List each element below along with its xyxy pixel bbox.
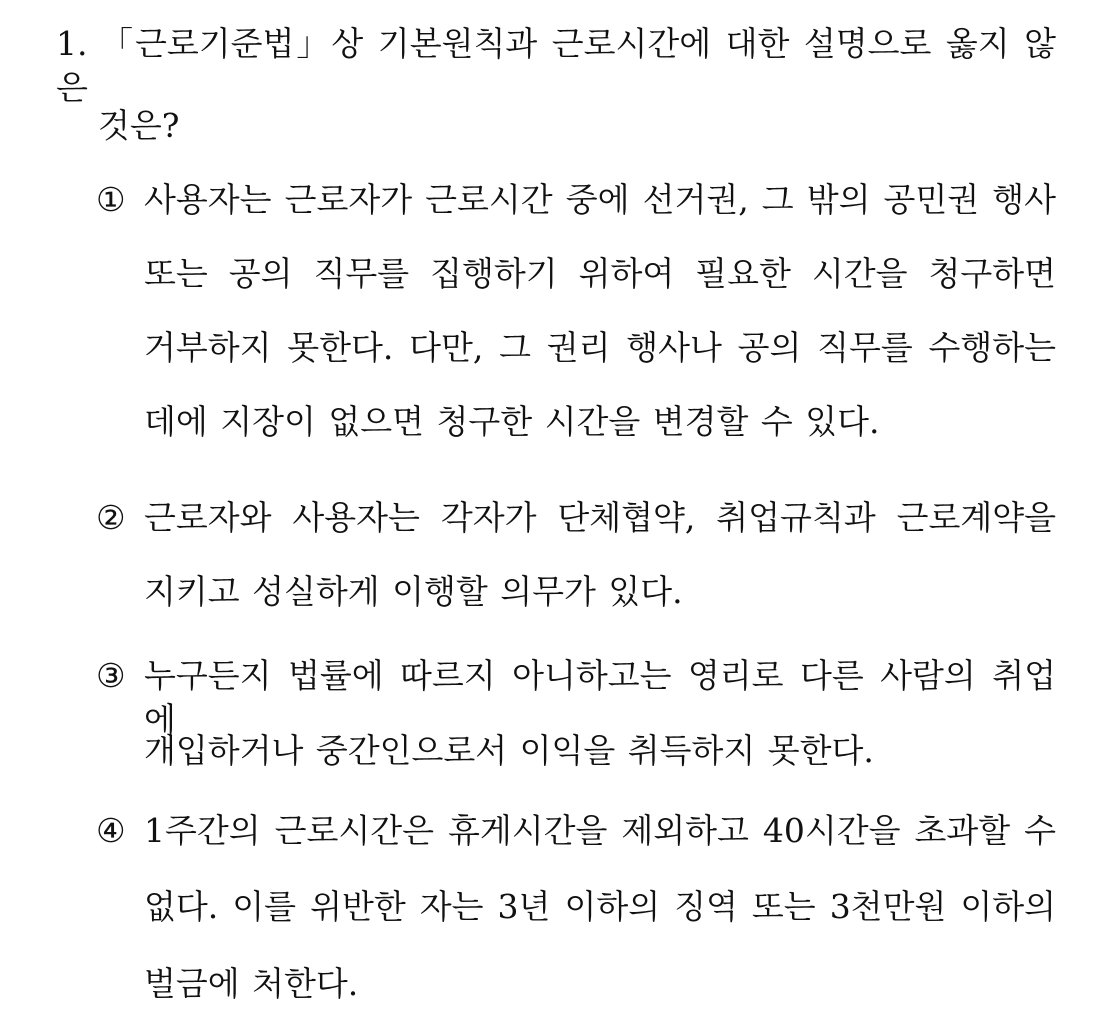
option-1-line-3: 거부하지 못한다. 다만, 그 권리 행사나 공의 직무를 수행하는 — [144, 328, 1056, 367]
option-1-line-2: 또는 공의 직무를 집행하기 위하여 필요한 시간을 청구하면 — [144, 254, 1056, 293]
option-3-marker: ③ — [96, 656, 126, 695]
option-4-line-1: 1주간의 근로시간은 휴게시간을 제외하고 40시간을 초과할 수 — [144, 811, 1056, 850]
option-4-marker: ④ — [96, 811, 126, 850]
question-number: 1. — [56, 24, 88, 63]
question-stem-text-1: 「근로기준법」상 기본원칙과 근로시간에 대한 설명으로 옳지 않은 — [56, 24, 1056, 107]
question-stem-line-1 — [56, 22, 1056, 110]
option-3-line-2: 개입하거나 중간인으로서 이익을 취득하지 못한다. — [144, 731, 874, 770]
option-2-line-1: 근로자와 사용자는 각자가 단체협약, 취업규칙과 근로계약을 — [144, 498, 1056, 537]
option-1-line-4: 데에 지장이 없으면 청구한 시간을 변경할 수 있다. — [144, 402, 880, 441]
option-1-marker: ① — [96, 180, 126, 219]
option-3-line-1: 누구든지 법률에 따르지 아니하고는 영리로 다른 사람의 취업에 — [144, 656, 1056, 739]
option-4-line-3: 벌금에 처한다. — [144, 964, 359, 1003]
option-2-marker: ② — [96, 498, 126, 537]
option-1-line-1: 사용자는 근로자가 근로시간 중에 선거권, 그 밖의 공민권 행사 — [144, 180, 1056, 219]
option-4-line-2: 없다. 이를 위반한 자는 3년 이하의 징역 또는 3천만원 이하의 — [144, 887, 1056, 926]
option-2-line-2: 지키고 성실하게 이행할 의무가 있다. — [144, 572, 683, 611]
question-stem-line-2: 것은? — [98, 106, 180, 145]
